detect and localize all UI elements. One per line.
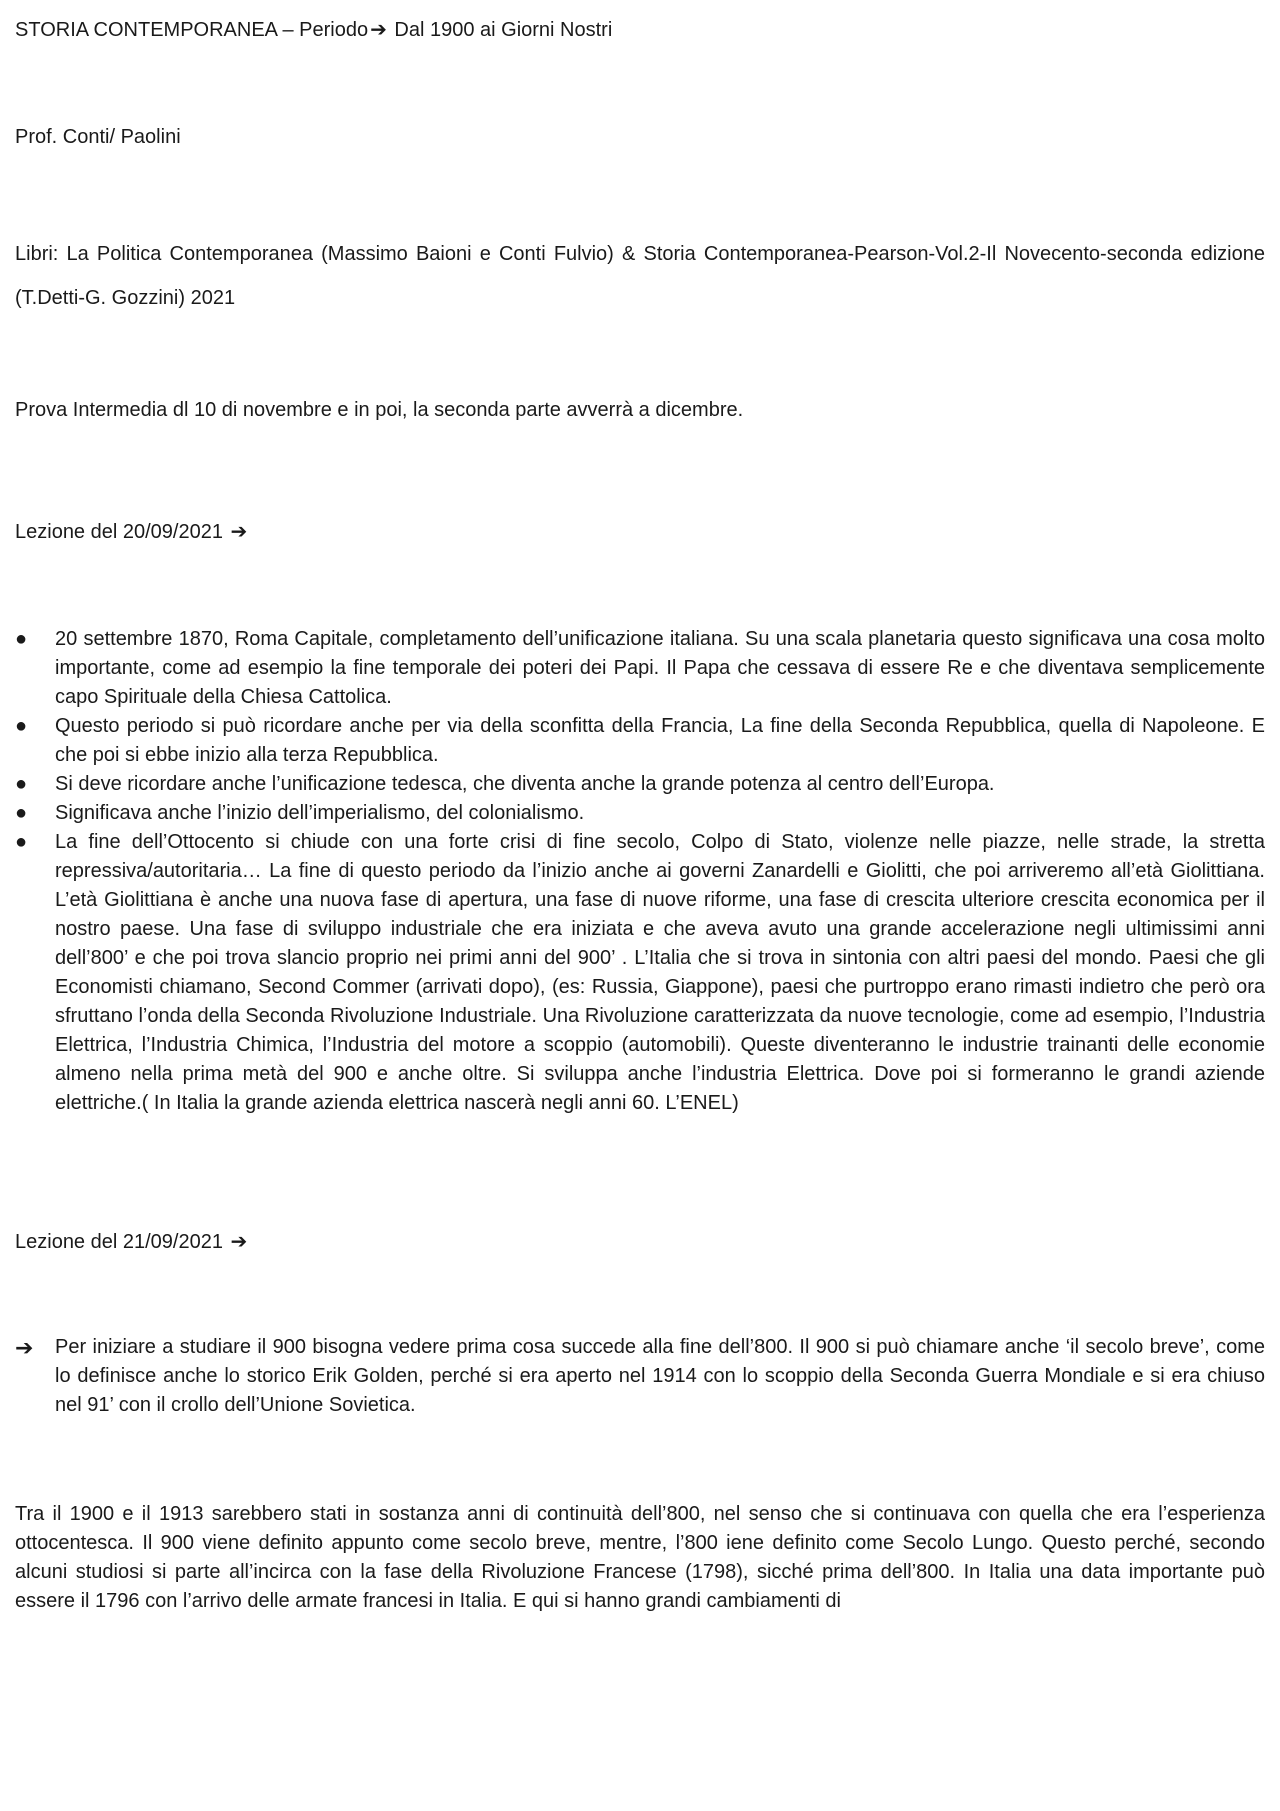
- list-item: [15, 625, 1265, 712]
- arrow-right-icon: ➔: [230, 521, 248, 543]
- title-suffix: Dal 1900 ai Giorni Nostri: [388, 19, 613, 41]
- list-item: [15, 712, 1265, 770]
- lesson-2-arrow-list: [15, 1333, 1265, 1420]
- list-item: [15, 770, 1265, 799]
- bullet-icon: ●: [15, 773, 28, 795]
- arrow-right-icon: ➔: [230, 1231, 248, 1253]
- lesson-heading-1-text: Lezione del 20/09/2021: [15, 521, 229, 543]
- title-prefix: STORIA CONTEMPORANEA – Periodo: [15, 19, 369, 41]
- document-title: [15, 18, 612, 42]
- arrow-right-icon: ➔: [370, 19, 387, 41]
- professor-line: Prof. Conti/ Paolini: [15, 126, 181, 148]
- list-item-text: Per iniziare a studiare il 900 bisogna vedere prima cosa succede alla fine dell’800. Il 900 si può chiamare anche ‘il secolo breve’, come lo definisce anche lo storico Erik Golden, perché si era aperto nel 1914 con lo scoppio della Seconda Guerra Mondiale e si era chiuso nel 91’ con il crollo dell’Unione Sovietica.: [55, 1336, 1265, 1416]
- bullet-icon: ●: [15, 802, 28, 824]
- list-item-text: Significava anche l’inizio dell’imperialismo, del colonialismo.: [55, 802, 585, 824]
- list-item: [15, 828, 1265, 1118]
- bullet-icon: ●: [15, 628, 28, 650]
- lesson-heading-2-text: Lezione del 21/09/2021: [15, 1231, 229, 1253]
- list-item: [15, 1333, 1265, 1420]
- list-item-text: La fine dell’Ottocento si chiude con una forte crisi di fine secolo, Colpo di Stato, violenze nelle piazze, nelle strade, la stretta repressiva/autoritaria… La fine di questo periodo da l’inizio anche ai governi Zanardelli e Giolitti, che poi arriveremo all’età Giolittiana. L’età Giolittiana è anche una nuova fase di apertura, una fase di nuove riforme, una fase di crescita ulteriore crescita economica per il nostro paese. Una fase di sviluppo industriale che era iniziata e che aveva avuto una grande accelerazione negli ultimissimi anni dell’800’ e che poi trova slancio proprio nei primi anni del 900’ . L’Italia che si trova in sintonia con altri paesi del mondo. Paesi che gli Economisti chiamano, Second Commer (arrivati dopo), (es: Russia, Giappone), paesi che purtroppo erano rimasti indietro che però ora sfruttano l’onda della Seconda Rivoluzione Industriale. Una Rivoluzione caratterizzata da nuove tecnologie, come ad esempio, l’Industria Elettrica, l’Industria Chimica, l’Industria del motore a scoppio (automobili). Queste diventeranno le industrie trainanti delle economie almeno nella prima metà del 900 e anche oltre. Si sviluppa anche l’industria Elettrica. Dove poi si formeranno le grandi aziende elettriche.( In Italia la grande azienda elettrica nascerà negli anni 60. L’ENEL): [55, 831, 1265, 1114]
- lesson-2-paragraph: Tra il 1900 e il 1913 sarebbero stati in sostanza anni di continuità dell’800, nel senso che si continuava con quella che era l’esperienza ottocentesca. Il 900 viene definito appunto come secolo breve, mentre, l’800 iene definito come Secolo Lungo. Questo perché, secondo alcuni studiosi si parte all’incirca con la fase della Rivoluzione Francese (1798), sicché prima dell’800. In Italia una data importante può essere il 1796 con l’arrivo delle armate francesi in Italia. E qui si hanno grandi cambiamenti di: [15, 1503, 1265, 1612]
- list-item-text: Si deve ricordare anche l’unificazione tedesca, che diventa anche la grande potenza al centro dell’Europa.: [55, 773, 995, 795]
- lesson-heading-1: [15, 520, 249, 544]
- arrow-bullet-icon: ➔: [15, 1335, 34, 1360]
- exam-note: Prova Intermedia dl 10 di novembre e in poi, la seconda parte avverrà a dicembre.: [15, 399, 744, 421]
- list-item-text: 20 settembre 1870, Roma Capitale, completamento dell’unificazione italiana. Su una scala planetaria questo significava una cosa molto importante, come ad esempio la fine temporale dei poteri dei Papi. Il Papa che cessava di essere Re e che diventava semplicemente capo Spirituale della Chiesa Cattolica.: [55, 628, 1265, 708]
- lesson-heading-2: [15, 1230, 249, 1254]
- bullet-icon: ●: [15, 831, 28, 853]
- bullet-icon: ●: [15, 715, 28, 737]
- list-item: [15, 799, 1265, 828]
- lesson-1-bullet-list: [15, 625, 1265, 1118]
- list-item-text: Questo periodo si può ricordare anche per via della sconfitta della Francia, La fine della Seconda Repubblica, quella di Napoleone. E che poi si ebbe inizio alla terza Repubblica.: [55, 715, 1265, 766]
- books-line: Libri: La Politica Contemporanea (Massimo Baioni e Conti Fulvio) & Storia Contemporanea-Pearson-Vol.2-Il Novecento-seconda edizione (T.Detti-G. Gozzini) 2021: [15, 243, 1265, 309]
